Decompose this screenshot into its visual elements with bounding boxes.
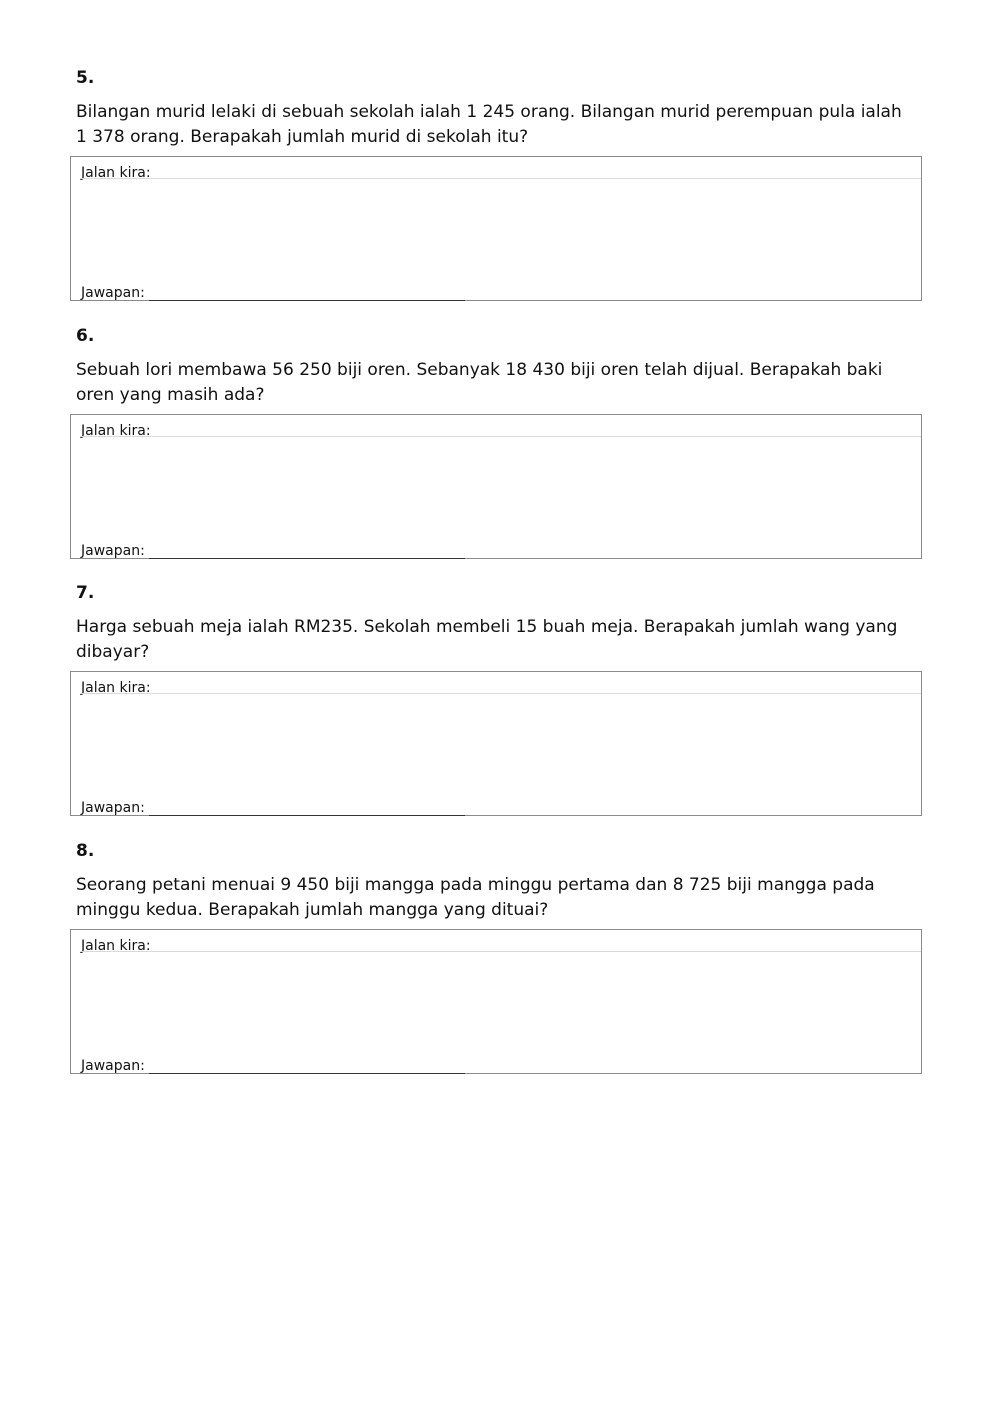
question-number: 8.: [76, 841, 95, 861]
answer-label: Jawapan:: [81, 1058, 145, 1074]
answer-row: [81, 543, 465, 559]
question-text: Sebuah lori membawa 56 250 biji oren. Sebanyak 18 430 biji oren telah dijual. Berapakah baki oren yang masih ada?: [76, 360, 883, 405]
answer-blank[interactable]: [149, 546, 465, 559]
answer-blank[interactable]: [149, 803, 465, 816]
working-label: Jalan kira:: [81, 680, 151, 696]
question-number: 7.: [76, 583, 95, 603]
answer-label: Jawapan:: [81, 543, 145, 559]
working-box[interactable]: [70, 929, 922, 1074]
working-box[interactable]: [70, 671, 922, 816]
question-number: 6.: [76, 326, 95, 346]
working-box[interactable]: [70, 414, 922, 559]
question-number: 5.: [76, 68, 95, 88]
answer-label: Jawapan:: [81, 800, 145, 816]
question-text: Seorang petani menuai 9 450 biji mangga pada minggu pertama dan 8 725 biji mangga pada minggu kedua. Berapakah jumlah mangga yang dituai?: [76, 875, 875, 920]
working-label: Jalan kira:: [81, 938, 151, 954]
answer-row: [81, 800, 465, 816]
question-text: Bilangan murid lelaki di sebuah sekolah ialah 1 245 orang. Bilangan murid perempuan pula ialah 1 378 orang. Berapakah jumlah murid di sekolah itu?: [76, 102, 902, 147]
answer-blank[interactable]: [149, 1061, 465, 1074]
working-divider: [81, 693, 921, 694]
working-label: Jalan kira:: [81, 165, 151, 181]
working-divider: [81, 436, 921, 437]
working-divider: [81, 178, 921, 179]
working-divider: [81, 951, 921, 952]
answer-row: [81, 1058, 465, 1074]
answer-blank[interactable]: [149, 288, 465, 301]
answer-label: Jawapan:: [81, 285, 145, 301]
working-box[interactable]: [70, 156, 922, 301]
working-label: Jalan kira:: [81, 423, 151, 439]
answer-row: [81, 285, 465, 301]
question-text: Harga sebuah meja ialah RM235. Sekolah membeli 15 buah meja. Berapakah jumlah wang yang dibayar?: [76, 617, 898, 662]
